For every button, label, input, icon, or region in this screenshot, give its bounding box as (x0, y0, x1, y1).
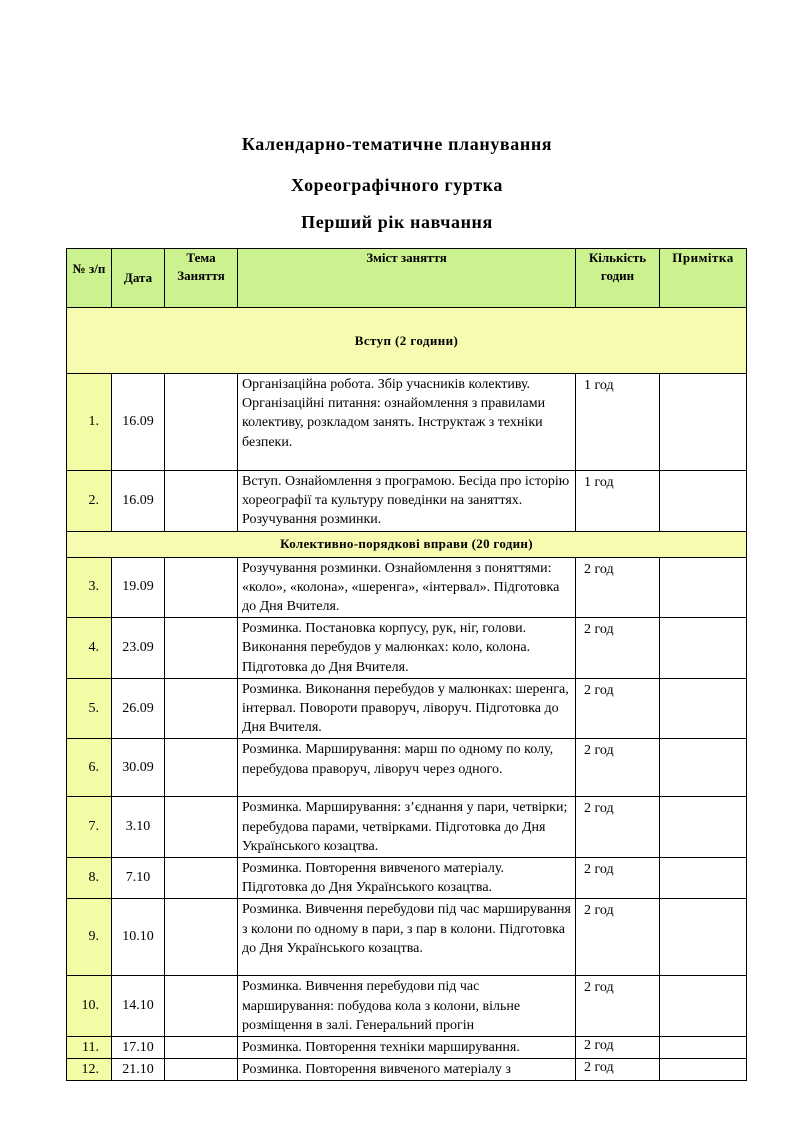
header-hours: Кількість годин (576, 249, 660, 308)
row-num: 5. (67, 678, 112, 739)
table-row (67, 1059, 747, 1081)
row-topic (165, 678, 238, 739)
row-num: 4. (67, 618, 112, 679)
row-content: Організаційна робота. Збір учасників колективу. Організаційні питання: ознайомлення з правилами колективу, розкладом занять. Інструктаж з техніки безпеки. (238, 374, 576, 471)
table-row (67, 739, 747, 797)
row-date: 10.10 (112, 899, 165, 976)
row-date: 16.09 (112, 471, 165, 532)
document-title: Календарно-тематичне планування (241, 134, 553, 154)
document-subtitle: Хореографічного гуртка (291, 175, 503, 195)
table-row (67, 797, 747, 858)
header-note: Примітка (660, 249, 747, 308)
row-date: 19.09 (112, 557, 165, 618)
row-topic (165, 557, 238, 618)
table-row (67, 618, 747, 679)
header-topic: Тема Заняття (165, 249, 238, 308)
table-row (67, 899, 747, 976)
row-note (660, 678, 747, 739)
row-topic (165, 899, 238, 976)
row-content: Розминка. Постановка корпусу, рук, ніг, голови. Виконання перебудов у малюнках: коло, колона. Підготовка до Дня Вчителя. (238, 618, 576, 679)
row-note (660, 976, 747, 1037)
row-date: 30.09 (112, 739, 165, 797)
row-num: 2. (67, 471, 112, 532)
row-hours: 2 год (576, 739, 660, 797)
section-row (67, 308, 747, 374)
row-num: 9. (67, 899, 112, 976)
row-topic (165, 739, 238, 797)
table-row (67, 976, 747, 1037)
row-topic (165, 618, 238, 679)
row-note (660, 557, 747, 618)
row-content: Розучування розминки. Ознайомлення з поняттями: «коло», «колона», «шеренга», «інтервал». Підготовка до Дня Вчителя. (238, 557, 576, 618)
row-num: 12. (67, 1059, 112, 1081)
row-content: Розминка. Марширування: марш по одному по колу, перебудова праворуч, ліворуч через одного. (238, 739, 576, 797)
row-num: 3. (67, 557, 112, 618)
row-content: Розминка. Повторення вивченого матеріалу. Підготовка до Дня Українського козацтва. (238, 858, 576, 899)
row-note (660, 739, 747, 797)
table-row (67, 678, 747, 739)
row-topic (165, 858, 238, 899)
document-year: Перший рік навчання (301, 212, 493, 232)
row-hours: 1 год (576, 471, 660, 532)
row-date: 16.09 (112, 374, 165, 471)
row-hours: 2 год (576, 1037, 660, 1059)
row-content: Розминка. Вивчення перебудови під час марширування з колони по одному в пари, з пар в колони. Підготовка до Дня Українського козацтва. (238, 899, 576, 976)
row-num: 10. (67, 976, 112, 1037)
row-note (660, 899, 747, 976)
row-date: 7.10 (112, 858, 165, 899)
row-hours: 2 год (576, 1059, 660, 1081)
table-header-row (67, 249, 747, 308)
row-hours: 2 год (576, 858, 660, 899)
row-note (660, 471, 747, 532)
plan-table (66, 248, 747, 1081)
row-date: 23.09 (112, 618, 165, 679)
row-hours: 2 год (576, 618, 660, 679)
row-topic (165, 1059, 238, 1081)
row-date: 26.09 (112, 678, 165, 739)
table-row (67, 374, 747, 471)
section-title: Вступ (2 години) (67, 308, 747, 374)
table-row (67, 557, 747, 618)
row-date: 17.10 (112, 1037, 165, 1059)
row-hours: 2 год (576, 976, 660, 1037)
row-topic (165, 976, 238, 1037)
header-num: № з/п (67, 249, 112, 308)
row-num: 11. (67, 1037, 112, 1059)
row-hours: 2 год (576, 899, 660, 976)
row-topic (165, 374, 238, 471)
section-row (67, 531, 747, 557)
row-note (660, 618, 747, 679)
row-date: 14.10 (112, 976, 165, 1037)
row-content: Вступ. Ознайомлення з програмою. Бесіда про історію хореографії та культуру поведінки на заняттях. Розучування розминки. (238, 471, 576, 532)
row-note (660, 374, 747, 471)
row-num: 7. (67, 797, 112, 858)
row-note (660, 858, 747, 899)
row-note (660, 1059, 747, 1081)
row-topic (165, 471, 238, 532)
row-topic (165, 1037, 238, 1059)
header-content: Зміст заняття (238, 249, 576, 308)
row-num: 6. (67, 739, 112, 797)
row-hours: 2 год (576, 797, 660, 858)
row-content: Розминка. Вивчення перебудови під час марширування: побудова кола з колони, вільне розміщення в залі. Генеральний прогін (238, 976, 576, 1037)
row-content: Розминка. Марширування: з’єднання у пари, четвірки; перебудова парами, четвірками. Підготовка до Дня Українського козацтва. (238, 797, 576, 858)
header-date: Дата (112, 249, 165, 308)
row-content: Розминка. Виконання перебудов у малюнках: шеренга, інтервал. Повороти праворуч, ліворуч. Підготовка до Дня Вчителя. (238, 678, 576, 739)
table-row (67, 471, 747, 532)
row-date: 21.10 (112, 1059, 165, 1081)
row-note (660, 1037, 747, 1059)
row-topic (165, 797, 238, 858)
table-row (67, 1037, 747, 1059)
row-note (660, 797, 747, 858)
table-row (67, 858, 747, 899)
row-hours: 2 год (576, 678, 660, 739)
row-content: Розминка. Повторення вивченого матеріалу з (238, 1059, 576, 1081)
row-num: 8. (67, 858, 112, 899)
row-num: 1. (67, 374, 112, 471)
row-date: 3.10 (112, 797, 165, 858)
row-content: Розминка. Повторення техніки марширування. (238, 1037, 576, 1059)
row-hours: 1 год (576, 374, 660, 471)
row-hours: 2 год (576, 557, 660, 618)
section-title: Колективно-порядкові вправи (20 годин) (67, 531, 747, 557)
